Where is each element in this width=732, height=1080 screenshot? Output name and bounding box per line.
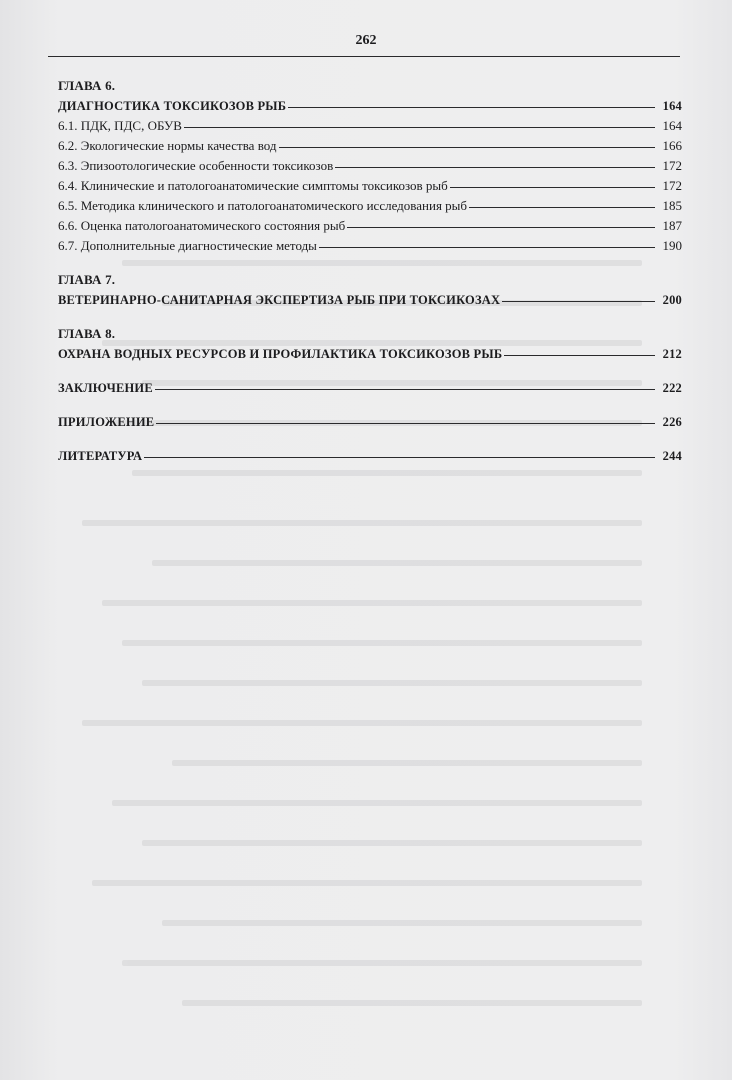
header-rule [48,56,680,57]
page-number: 262 [355,33,377,48]
toc-entry-6-4[interactable] [58,176,682,196]
spacer [58,310,682,324]
leader-line [144,457,655,458]
spacer [58,398,682,412]
leader-line [319,247,655,248]
references-entry[interactable] [58,446,682,466]
leader-line [335,167,655,168]
leader-line [279,147,656,148]
chapter-8-title-entry[interactable] [58,344,682,364]
toc-entry-6-3[interactable] [58,156,682,176]
leader-line [450,187,655,188]
chapter-8-label: ГЛАВА 8. [58,326,116,341]
toc-entry-page: 166 [662,138,682,153]
toc-entry-page: 164 [662,99,682,113]
toc-entry-title: 6.4. Клинические и патологоанатомические симптомы токсикозов рыб [58,178,448,193]
toc-entry-page: 185 [662,198,682,213]
spacer [58,256,682,270]
toc-entry-page: 172 [662,158,682,173]
chapter-7-label: ГЛАВА 7. [58,272,116,287]
toc-entry-title: ЗАКЛЮЧЕНИЕ [58,381,153,395]
leader-line [155,389,655,390]
toc-entry-6-5[interactable] [58,196,682,216]
toc-entry-title: ЛИТЕРАТУРА [58,449,143,463]
toc-entry-6-1[interactable] [58,116,682,136]
toc-entry-title: ОХРАНА ВОДНЫХ РЕСУРСОВ И ПРОФИЛАКТИКА ТОКСИКОЗОВ РЫБ [58,347,503,361]
toc-entry-page: 226 [662,415,682,429]
chapter-7-title-entry[interactable] [58,290,682,310]
leader-line [288,107,655,108]
toc-entry-title: ДИАГНОСТИКА ТОКСИКОЗОВ РЫБ [58,99,287,113]
leader-line [469,207,655,208]
spacer [58,432,682,446]
toc-entry-title: 6.5. Методика клинического и патологоанатомического исследования рыб [58,198,468,213]
table-of-contents [58,76,682,466]
toc-entry-page: 200 [662,293,682,307]
toc-entry-page: 187 [662,218,682,233]
leader-line [184,127,655,128]
toc-entry-6-7[interactable] [58,236,682,256]
leader-line [502,301,655,302]
chapter-6-title-entry[interactable] [58,96,682,116]
toc-entry-title: 6.6. Оценка патологоанатомического состояния рыб [58,218,346,233]
leader-line [504,355,655,356]
toc-entry-title: ПРИЛОЖЕНИЕ [58,415,155,429]
toc-entry-title: 6.1. ПДК, ПДС, ОБУВ [58,118,182,133]
chapter-6-label: ГЛАВА 6. [58,78,116,93]
toc-entry-page: 172 [662,178,682,193]
leader-line [156,423,655,424]
toc-entry-page: 222 [662,381,682,395]
toc-entry-page: 244 [662,449,682,463]
toc-entry-page: 164 [662,118,682,133]
spacer [58,364,682,378]
leader-line [347,227,655,228]
toc-entry-title: ВЕТЕРИНАРНО-САНИТАРНАЯ ЭКСПЕРТИЗА РЫБ ПРИ ТОКСИКОЗАХ [58,293,501,307]
toc-entry-6-2[interactable] [58,136,682,156]
toc-entry-title: 6.7. Дополнительные диагностические методы [58,238,317,253]
toc-entry-title: 6.2. Экологические нормы качества вод [58,138,277,153]
appendix-entry[interactable] [58,412,682,432]
toc-entry-page: 212 [662,347,682,361]
toc-entry-title: 6.3. Эпизоотологические особенности токсикозов [58,158,334,173]
conclusion-entry[interactable] [58,378,682,398]
toc-entry-page: 190 [662,238,682,253]
toc-entry-6-6[interactable] [58,216,682,236]
